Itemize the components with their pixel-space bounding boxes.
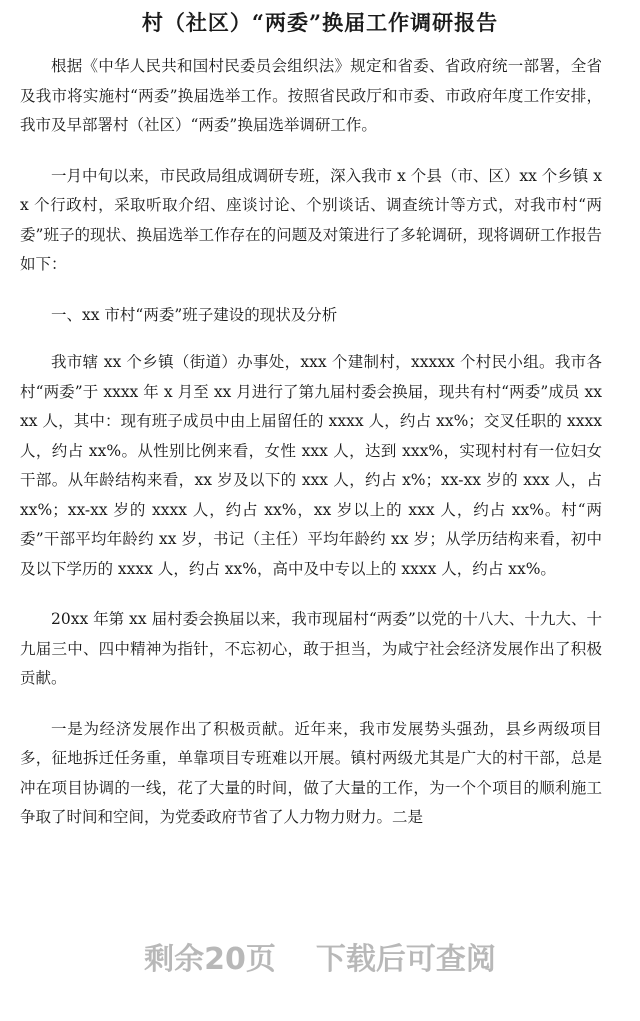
download-banner[interactable] [0, 938, 640, 982]
intro-paragraph: 根据《中华人民共和国村民委员会组织法》规定和省委、省政府统一部署，全省及我市将实施村“两委”换届选举工作。按照省民政厅和市委、市政府年度工作安排，我市及早部署村（社区）“两委”换届选举调研工作。 [20, 57, 602, 134]
statistics-paragraph: 我市辖 xx 个乡镇（街道）办事处，xxx 个建制村，xxxxx 个村民小组。我市各村“两委”于 xxxx 年 x 月至 xx 月进行了第九届村委会换届，现共有村“两委”成员 xxxx 人，其中：现有班子成员中由上届留任的 xxxx 人，约占 xx%；交叉任职的 xxxx 人，约占 xx%。从性别比例来看，女性 xxx 人，达到 xxx%，实现村村有一位妇女干部。从年龄结构来看，xx 岁及以下的 xxx 人，约占 x%；xx-xx 岁的 xxx 人，占 xx%；xx-xx 岁的 xxxx 人，约占 xx%，xx 岁以上的 xxx 人，约占 xx%。村“两委”干部平均年龄约 xx 岁，书记（主任）平均年龄约 xx 岁；从学历结构来看，初中及以下学历的 xxxx 人，约占 xx%，高中及中专以上的 xxxx 人，约占 xx%。 [20, 353, 603, 578]
document-body [20, 52, 602, 854]
document-title: 村（社区）“两委”换届工作调研报告 [141, 10, 499, 35]
economic-contribution-paragraph: 一是为经济发展作出了积极贡献。近年来，我市发展势头强劲，县乡两级项目多，征地拆迁任务重，单靠项目专班难以开展。镇村两级尤其是广大的村干部，总是冲在项目协调的一线，花了大量的时间，做了大量的工作，为一个个项目的顺利施工争取了时间和空间，为党委政府节省了人力物力财力。二是 [20, 719, 602, 826]
contribution-paragraph: 20xx 年第 xx 届村委会换届以来，我市现届村“两委”以党的十八大、十九大、十九届三中、四中精神为指针，不忘初心，敢于担当，为咸宁社会经济发展作出了积极贡献。 [20, 610, 602, 687]
download-prompt-label: 下载后可查阅 [315, 942, 496, 977]
research-method-paragraph: 一月中旬以来，市民政局组成调研专班，深入我市 x 个县（市、区）xx 个乡镇 xx 个行政村，采取听取介绍、座谈讨论、个别谈话、调查统计等方式，对我市村“两委”班子的现状、换届选举工作存在的问题及对策进行了多轮调研，现将调研工作报告如下： [20, 166, 602, 273]
section-heading: 一、xx 市村“两委”班子建设的现状及分析 [51, 305, 338, 324]
remaining-pages-label: 剩余20页 [144, 942, 276, 977]
